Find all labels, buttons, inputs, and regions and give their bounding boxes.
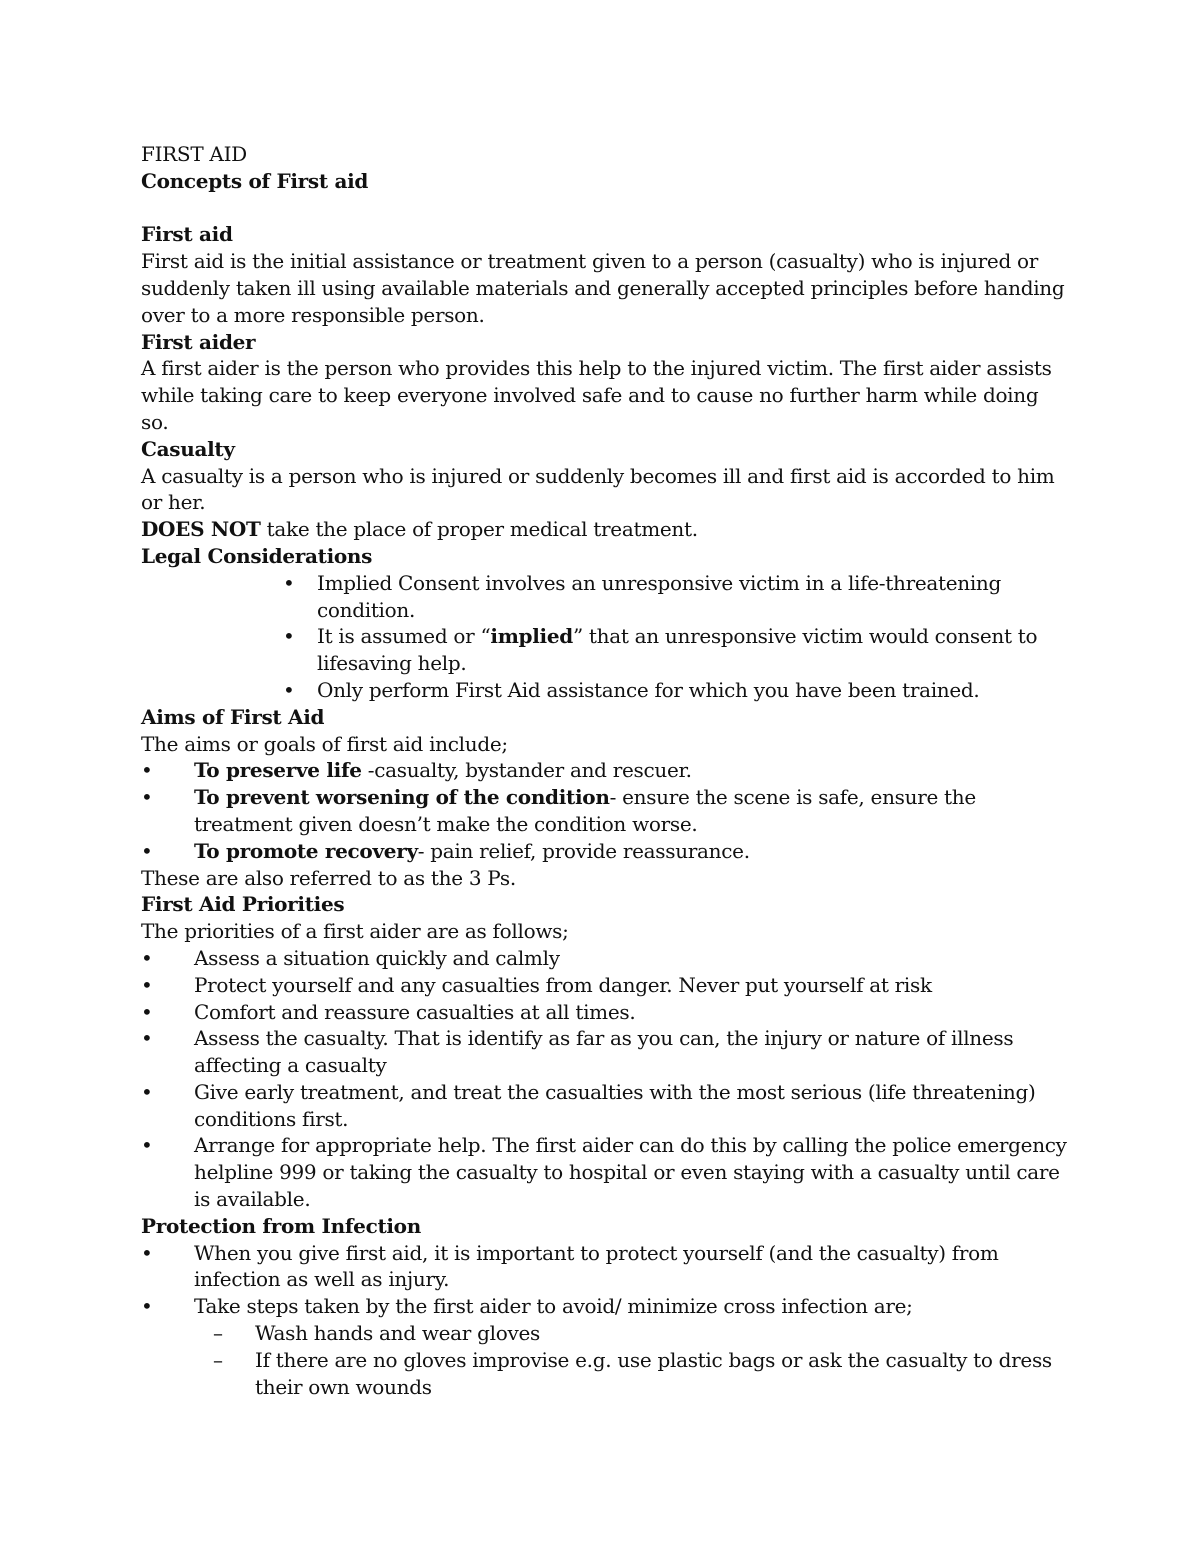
list-item-bold: To prevent worsening of the condition (194, 785, 610, 810)
list-item (141, 1240, 1071, 1294)
bullet-icon: • (283, 570, 295, 595)
bullet-icon: • (141, 972, 153, 997)
priorities-intro: The priorities of a first aider are as follows; (141, 919, 569, 944)
list-item-text: Assess a situation quickly and calmly (194, 945, 560, 970)
bullet-icon: • (141, 1133, 153, 1158)
bullet-icon: • (283, 624, 295, 649)
list-item (141, 623, 1071, 677)
list-item (141, 1025, 1071, 1079)
list-item-text: It is assumed or “ (317, 624, 491, 649)
list-item-bold: implied (490, 624, 573, 649)
list-item-text: ” that an unresponsive victim would consent to lifesaving help. (317, 624, 1038, 676)
sub-list-item (141, 1347, 1071, 1401)
heading-first-aider: First aider (141, 329, 256, 354)
document-subtitle: Concepts of First aid (141, 168, 369, 193)
casualty-note-rest: take the place of proper medical treatment. (260, 517, 698, 542)
dash-icon: – (213, 1321, 223, 1346)
bullet-icon: • (141, 758, 153, 783)
list-item-text: Arrange for appropriate help. The first aider can do this by calling the police emergency helpline 999 or taking the casualty to hospital or even staying with a casualty until care is available. (194, 1133, 1067, 1212)
list-item (141, 570, 1071, 624)
list-item-text: Comfort and reassure casualties at all times. (194, 999, 636, 1024)
bullet-icon: • (141, 1026, 153, 1051)
sub-list-item (141, 1320, 1071, 1347)
aims-outro: These are also referred to as the 3 Ps. (141, 865, 516, 890)
list-item-bold: To promote recovery (194, 838, 418, 863)
priorities-list (141, 945, 1071, 1213)
definition-casualty: A casualty is a person who is injured or suddenly becomes ill and first aid is accorded to him or her. (141, 463, 1055, 515)
list-item (141, 838, 1071, 865)
bullet-icon: • (141, 1079, 153, 1104)
legal-list (141, 570, 1071, 704)
heading-infection: Protection from Infection (141, 1213, 421, 1238)
bullet-icon: • (141, 838, 153, 863)
heading-priorities: First Aid Priorities (141, 892, 345, 917)
list-item-text: Take steps taken by the first aider to avoid/ minimize cross infection are; (194, 1294, 913, 1319)
bullet-icon: • (141, 1294, 153, 1319)
dash-icon: – (213, 1347, 223, 1372)
blank-line (141, 195, 1071, 222)
casualty-note-bold: DOES NOT (141, 517, 261, 542)
list-item (141, 784, 1071, 838)
bullet-icon: • (141, 945, 153, 970)
list-item-text: Assess the casualty. That is identify as far as you can, the injury or nature of illness affecting a casualty (194, 1026, 1014, 1078)
heading-legal-considerations: Legal Considerations (141, 543, 373, 568)
casualty-note (141, 516, 1071, 543)
document-title: FIRST AID (141, 142, 247, 166)
list-item (141, 1079, 1071, 1133)
list-item (141, 1293, 1071, 1320)
list-item-text: Implied Consent involves an unresponsive victim in a life-threatening condition. (317, 570, 1002, 622)
bullet-icon: • (283, 677, 295, 702)
list-item (141, 1132, 1071, 1212)
list-item-bold: To preserve life (194, 758, 362, 783)
list-item (141, 972, 1071, 999)
aims-list (141, 757, 1071, 864)
list-item-text: Give early treatment, and treat the casualties with the most serious (life threatening) conditions first. (194, 1079, 1036, 1131)
heading-aims: Aims of First Aid (141, 704, 325, 729)
heading-first-aid: First aid (141, 222, 233, 247)
definition-first-aider: A first aider is the person who provides this help to the injured victim. The first aider assists while taking care to keep everyone involved safe and to cause no further harm while doing so. (141, 356, 1052, 434)
infection-sublist (141, 1320, 1071, 1400)
document-page (141, 141, 1071, 1400)
definition-first-aid: First aid is the initial assistance or treatment given to a person (casualty) who is injured or suddenly taken ill using available materials and generally accepted principles before handing over to a more responsible person. (141, 249, 1065, 327)
list-item-text: -casualty, bystander and rescuer. (361, 758, 692, 783)
list-item-text: Protect yourself and any casualties from danger. Never put yourself at risk (194, 972, 932, 997)
heading-casualty: Casualty (141, 436, 235, 461)
list-item-text: - ensure the scene is safe, ensure the treatment given doesn’t make the condition worse. (194, 785, 976, 836)
infection-list (141, 1240, 1071, 1320)
list-item (141, 945, 1071, 972)
sub-list-item-text: Wash hands and wear gloves (255, 1321, 540, 1346)
list-item (141, 757, 1071, 784)
list-item (141, 999, 1071, 1026)
aims-intro: The aims or goals of first aid include; (141, 731, 508, 756)
list-item (141, 677, 1071, 704)
list-item-text: When you give first aid, it is important to protect yourself (and the casualty) from infection as well as injury. (194, 1240, 999, 1292)
sub-list-item-text: If there are no gloves improvise e.g. use plastic bags or ask the casualty to dress their own wounds (255, 1347, 1052, 1399)
bullet-icon: • (141, 999, 153, 1024)
bullet-icon: • (141, 1240, 153, 1265)
list-item-text: Only perform First Aid assistance for which you have been trained. (317, 677, 980, 702)
bullet-icon: • (141, 785, 153, 810)
list-item-text: - pain relief, provide reassurance. (417, 838, 750, 863)
